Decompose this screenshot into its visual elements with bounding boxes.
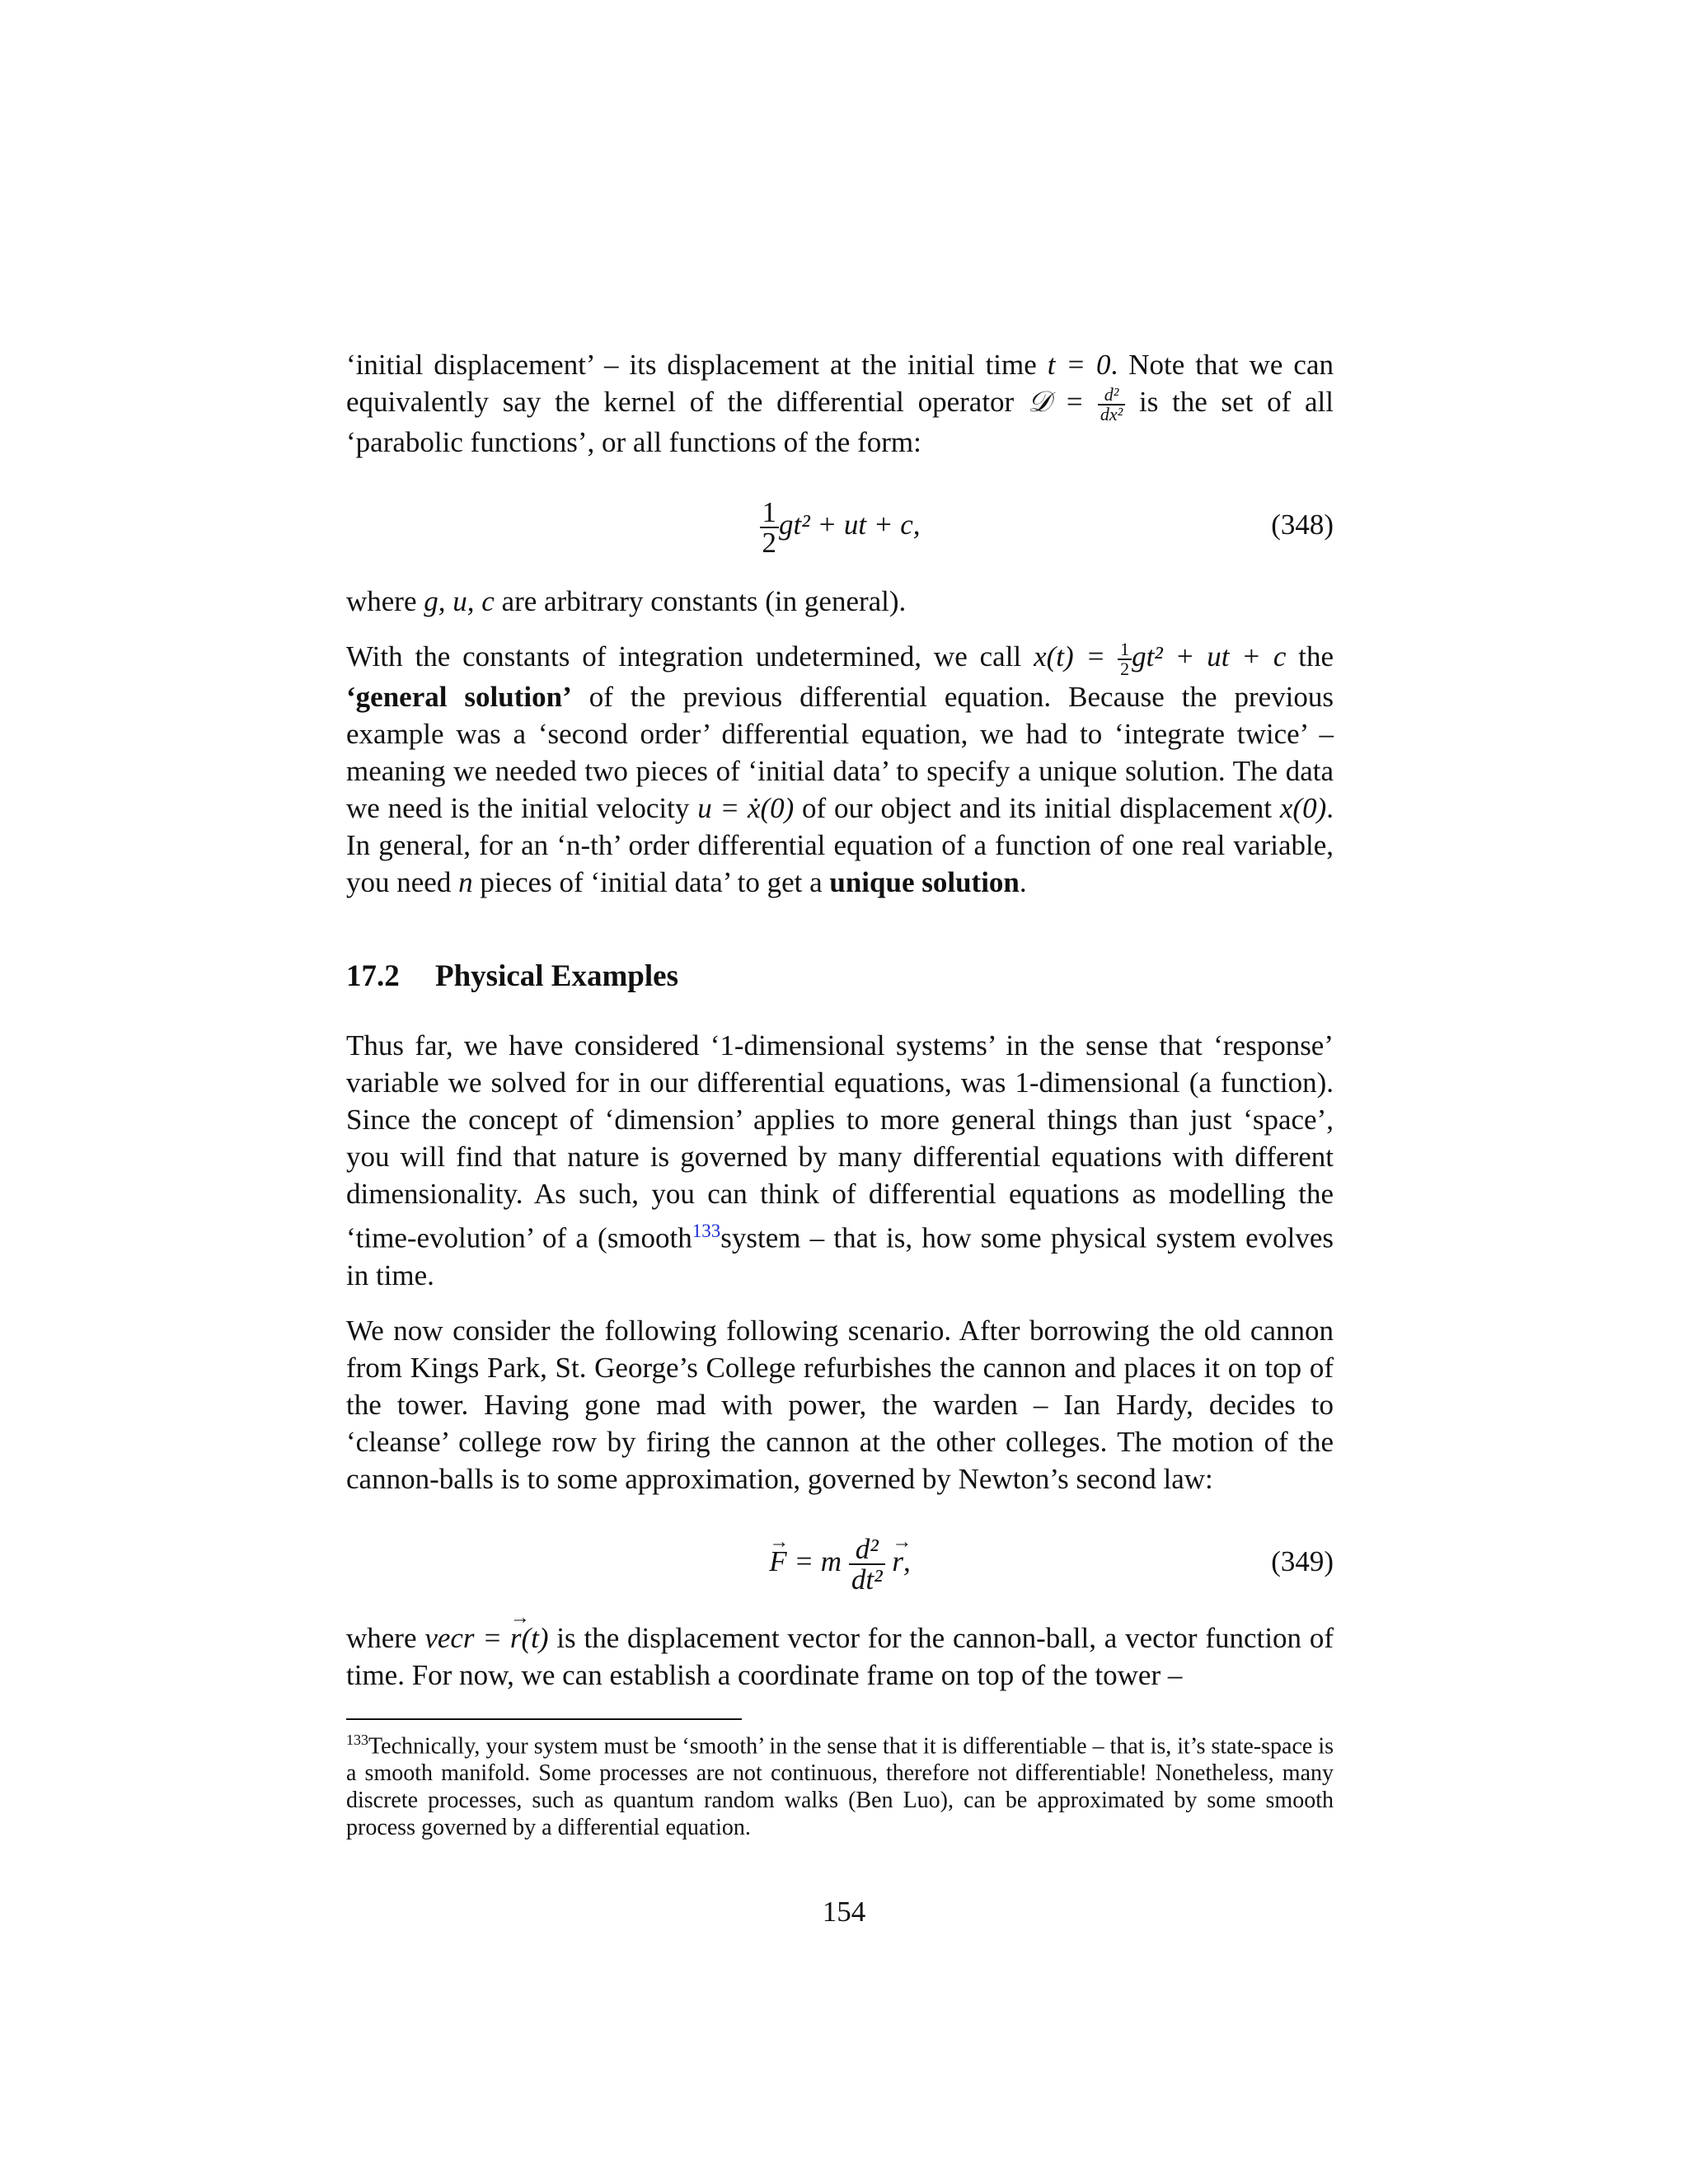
equation-348-body: $\frac{1}{2}$ gt² + ut + c, (346, 479, 1334, 571)
footnote-area (346, 1718, 1334, 1841)
vector-r-inline: → r (510, 1619, 522, 1657)
paragraph-physical-examples: Thus far, we have considered ‘1-dimensional systems’ in the sense that ‘response’ variable we solved for in our differential equations, was 1-dimensional (a function). Since the concept of ‘dimension’ applies to more general things than just ‘space’, you will find that nature is governed by many differential equations with different dimensionality. As such, you can think of differential equations as modelling the ‘time-evolution’ of a (smooth$^{133}$system – that is, how some physical system evolves in time. (346, 1029, 1334, 1291)
equation-348-number: (348) (1271, 508, 1334, 541)
vector-r: → r (892, 1516, 903, 1608)
math-fraction-half: $\frac{1}{2}$ (1118, 640, 1132, 678)
paragraph-general-solution: With the constants of integration undetermined, we call x(t) = $\frac{1}{2}$ gt² + ut + c the ‘general solution’ of the previous differential equation. Because the previous example was a ‘second order’ differential equation, we had to ‘integrate twice’ – meaning we needed two pieces of ‘initial data’ to specify a unique solution. The data we need is the initial velocity u = ẋ(0) of our object and its initial displacement x(0). In general, for an ‘n-th’ order differential equation of a function of one real variable, you need n pieces of ‘initial data’ to get a unique solution. (346, 638, 1334, 898)
equation-348 (346, 479, 1334, 571)
math-operator-d: 𝒟 = (1027, 386, 1085, 418)
vector-f: → F (769, 1516, 786, 1608)
section-title: Physical Examples (435, 958, 678, 993)
paragraph-initial-displacement: ‘initial displacement’ – its displacement at the initial time t = 0. Note that we can equivalently say the kernel of the differential operator 𝒟 = $\frac{\text{d²}}{\text{dx²}}$ is the set of all ‘parabolic functions’, or all functions of the form: (346, 349, 1334, 458)
footnote-number: 133 (346, 1732, 368, 1748)
equation-349-number: (349) (1271, 1544, 1334, 1577)
equation-348-fraction: $\frac{1}{2}$ (760, 498, 780, 557)
math-fraction-d2-dx2: $\frac{\text{d²}}{\text{dx²}}$ (1098, 386, 1125, 424)
footnote-133: $^{133}$Technically, your system must be ‘smooth’ in the sense that it is differentiable – that is, it’s state-space is a smooth manifold. Some processes are not continuous, therefore not differentiable! Nonetheless, many discrete processes, such as quantum random walks (Ben Luo), can be approximated by some smooth process governed by a differential equation. (346, 1732, 1334, 1841)
term-general-solution: ‘general solution’ (346, 680, 572, 713)
equation-349 (346, 1516, 1334, 1608)
section-number: 17.2 (346, 958, 400, 993)
footnote-reference-133[interactable]: 133 (692, 1220, 721, 1241)
page-body (346, 346, 1334, 1712)
math-t-zero: t = 0 (1047, 349, 1111, 381)
page-number: 154 (822, 1896, 866, 1928)
footnote-divider (346, 1718, 742, 1720)
equation-349-body: → F = m $\frac{\text{d²}}{\text{dt²}}$ → r, (346, 1516, 1334, 1608)
section-heading (346, 958, 1334, 994)
term-unique-solution: unique solution (829, 865, 1020, 898)
paragraph-displacement-vector: where vecr = → r(t) is the displacement vector for the cannon-ball, a vector function of time. For now, we can establish a coordinate frame on top of the tower – (346, 1619, 1334, 1694)
paragraph-arbitrary-constants: where g, u, c are arbitrary constants (in general). (346, 584, 907, 617)
paragraph-cannon-scenario: We now consider the following following scenario. After borrowing the old cannon from Kings Park, St. George’s College refurbishes the cannon and places it on top of the tower. Having gone mad with power, the warden – Ian Hardy, decides to ‘cleanse’ college row by firing the cannon at the other colleges. The motion of the cannon-balls is to some approximation, governed by Newton’s second law: (346, 1314, 1334, 1495)
equation-349-fraction: $\frac{\text{d²}}{\text{dt²}}$ (849, 1535, 885, 1594)
